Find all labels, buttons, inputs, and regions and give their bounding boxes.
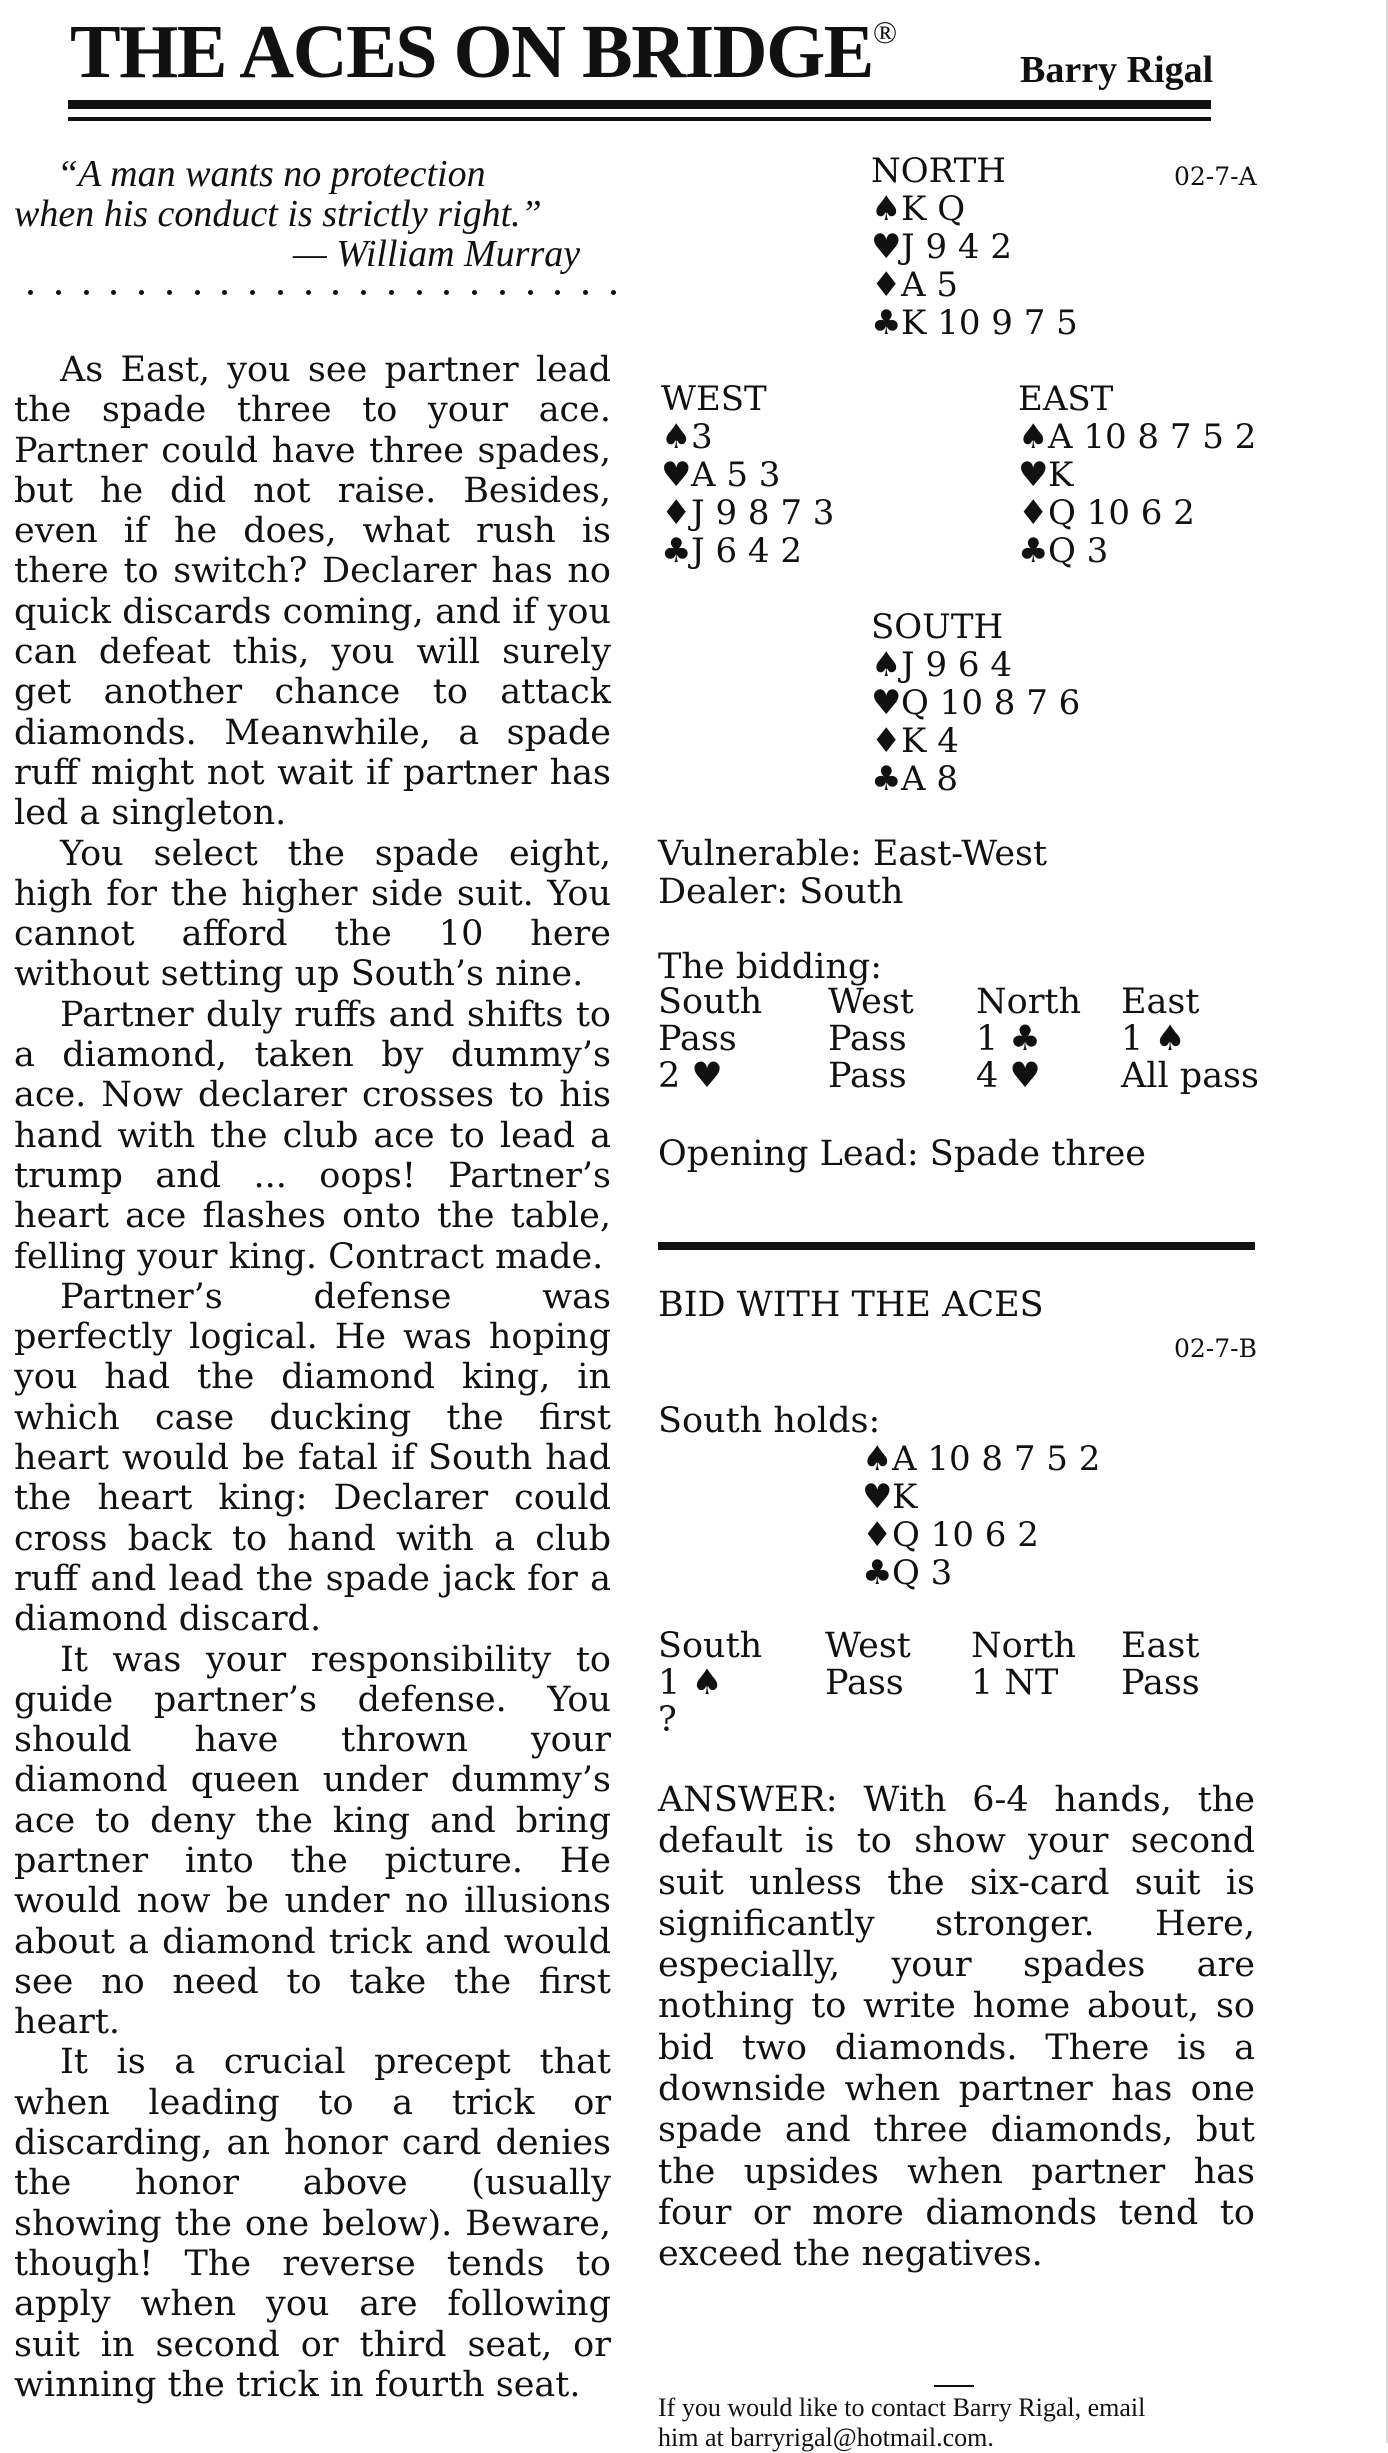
article-body (14, 350, 611, 2405)
diamond-icon: ♦ (871, 265, 902, 305)
diamond-icon: ♦ (661, 493, 692, 533)
masthead-rule-thin (68, 117, 1211, 121)
south-hand (871, 608, 1080, 798)
south-diamonds: K 4 (901, 721, 959, 761)
dotted-divider (28, 282, 616, 302)
bid-cell: 1 ♠ (1121, 1019, 1186, 1059)
west-spades: 3 (691, 417, 713, 457)
masthead-title (70, 10, 896, 94)
title-text: THE ACES ON BRIDGE (70, 10, 873, 94)
east-label: EAST (1018, 379, 1114, 419)
bid-header: East (1121, 1626, 1200, 1666)
spade-icon: ♠ (661, 417, 692, 457)
north-hearts: J 9 4 2 (901, 227, 1012, 267)
bid-header: South (658, 1626, 763, 1666)
club-icon: ♣ (1018, 531, 1049, 571)
club-icon: ♣ (862, 1553, 893, 1593)
bid-cell: 1 ♠ (658, 1663, 723, 1703)
opening-lead: Opening Lead: Spade three (658, 1134, 1147, 1174)
article-paragraph: It is a crucial precept that when leading to a trick or discarding, an honor card denies the honor above (usually showing the one below). Beware, though! The reverse tends to apply when you are following suit in second or third seat, or winning the trick in fourth seat. (14, 2042, 611, 2405)
south-hearts: Q 10 8 7 6 (901, 683, 1081, 723)
holding-hearts: K (892, 1477, 918, 1517)
bid-header: North (971, 1626, 1077, 1666)
west-diamonds: J 9 8 7 3 (691, 493, 835, 533)
south-holds-label: South holds: (658, 1401, 881, 1441)
south-clubs: A 8 (901, 759, 958, 799)
east-hearts: K (1048, 455, 1074, 495)
bid-section-code: 02-7-B (1174, 1334, 1257, 1363)
heart-icon: ♥ (862, 1477, 893, 1517)
footer-dash (934, 2385, 974, 2387)
footer-contact (658, 2393, 1258, 2453)
bidding-table (658, 984, 1258, 1104)
bid-header: West (825, 1626, 911, 1666)
article-paragraph: Partner duly ruffs and shifts to a diamond, taken by dummy’s ace. Now declarer crosses to his hand with the club ace to lead a trump and ... oops! Partner’s heart ace flashes onto the table, felling your king. Contract made. (14, 994, 611, 1277)
south-holding (862, 1440, 1100, 1592)
heart-icon: ♥ (1018, 455, 1049, 495)
answer-paragraph: ANSWER: With 6-4 hands, the default is to show your second suit unless the six-card suit is significantly stronger. Here, especially, your spades are nothing to write home about, so bid two diamonds. There is a downside when partner has one spade and three diamonds, but the upsides when partner has four or more diamonds tend to exceed the negatives. (658, 1780, 1255, 2275)
bidding-label: The bidding: (658, 947, 883, 987)
spade-icon: ♠ (871, 645, 902, 685)
byline: Barry Rigal (1020, 49, 1214, 91)
east-spades: A 10 8 7 5 2 (1048, 417, 1257, 457)
north-clubs: K 10 9 7 5 (901, 303, 1078, 343)
south-label: SOUTH (871, 607, 1004, 647)
section-rule (658, 1242, 1255, 1250)
diamond-icon: ♦ (1018, 493, 1049, 533)
answer-text (658, 1780, 1255, 2276)
west-clubs: J 6 4 2 (691, 531, 802, 571)
article-paragraph: You select the spade eight, high for the higher side suit. You cannot afford the 10 here without setting up South’s nine. (14, 833, 611, 995)
quote-attribution: — William Murray (293, 233, 581, 275)
bid-problem-table (658, 1628, 1258, 1748)
spade-icon: ♠ (871, 189, 902, 229)
masthead-rule-thick (68, 100, 1211, 109)
bid-cell: 1 NT (971, 1663, 1059, 1703)
north-label: NORTH (871, 151, 1006, 191)
registered-mark: ® (872, 14, 896, 50)
bid-cell: Pass (1121, 1663, 1200, 1703)
west-label: WEST (661, 379, 767, 419)
club-icon: ♣ (661, 531, 692, 571)
bid-header: South (658, 982, 763, 1022)
south-spades: J 9 6 4 (901, 645, 1012, 685)
club-icon: ♣ (871, 759, 902, 799)
bid-header: North (976, 982, 1082, 1022)
dealer: Dealer: South (658, 872, 904, 912)
bid-cell: Pass (828, 1019, 907, 1059)
holding-spades: A 10 8 7 5 2 (892, 1439, 1101, 1479)
north-hand (871, 152, 1078, 342)
bid-cell: Pass (658, 1019, 737, 1059)
east-diamonds: Q 10 6 2 (1048, 493, 1195, 533)
bid-cell: 2 ♥ (658, 1056, 723, 1096)
vulnerability: Vulnerable: East-West (658, 834, 1048, 874)
east-clubs: Q 3 (1048, 531, 1109, 571)
bid-header: West (828, 982, 914, 1022)
article-paragraph: It was your responsibility to guide partner’s defense. You should have thrown your diamond queen under dummy’s ace to deny the king and bring partner into the picture. He would now be under no illusions about a diamond trick and would see no need to take the first heart. (14, 1639, 611, 2043)
bid-cell: Pass (825, 1663, 904, 1703)
article-paragraph: As East, you see partner lead the spade three to your ace. Partner could have three spades, but he did not raise. Besides, even if he does, what rush is there to switch? Declarer has no quick discards coming, and if you can defeat this, you will surely get another chance to attack diamonds. Meanwhile, a spade ruff might not wait if partner has led a singleton. (14, 350, 611, 834)
diamond-icon: ♦ (862, 1515, 893, 1555)
bid-section-title: BID WITH THE ACES (658, 1285, 1044, 1325)
bid-cell: All pass (1121, 1056, 1259, 1096)
heart-icon: ♥ (871, 227, 902, 267)
west-hearts: A 5 3 (691, 455, 781, 495)
west-hand (661, 380, 834, 570)
footer-line: him at barryrigal@hotmail.com. (658, 2423, 994, 2452)
heart-icon: ♥ (871, 683, 902, 723)
club-icon: ♣ (871, 303, 902, 343)
quote-line-2: when his conduct is strictly right.” (14, 193, 542, 235)
bid-cell: ? (658, 1700, 677, 1740)
footer-line: If you would like to contact Barry Rigal, email (658, 2393, 1146, 2422)
east-hand (1018, 380, 1256, 570)
heart-icon: ♥ (661, 455, 692, 495)
article-paragraph: Partner’s defense was perfectly logical. He was hoping you had the diamond king, in which case ducking the first heart would be fatal if South had the heart king: Declarer could cross back to hand with a club ruff and lead the spade jack for a diamond discard. (14, 1276, 611, 1640)
spade-icon: ♠ (1018, 417, 1049, 457)
holding-clubs: Q 3 (892, 1553, 953, 1593)
bid-cell: 4 ♥ (976, 1056, 1041, 1096)
north-diamonds: A 5 (901, 265, 958, 305)
north-spades: K Q (901, 189, 966, 229)
quote-line-1: “A man wants no protection (57, 153, 486, 195)
diagram-code: 02-7-A (1174, 162, 1257, 191)
bid-cell: Pass (828, 1056, 907, 1096)
diamond-icon: ♦ (871, 721, 902, 761)
spade-icon: ♠ (862, 1439, 893, 1479)
holding-diamonds: Q 10 6 2 (892, 1515, 1039, 1555)
bid-header: East (1121, 982, 1200, 1022)
bid-cell: 1 ♣ (976, 1019, 1041, 1059)
